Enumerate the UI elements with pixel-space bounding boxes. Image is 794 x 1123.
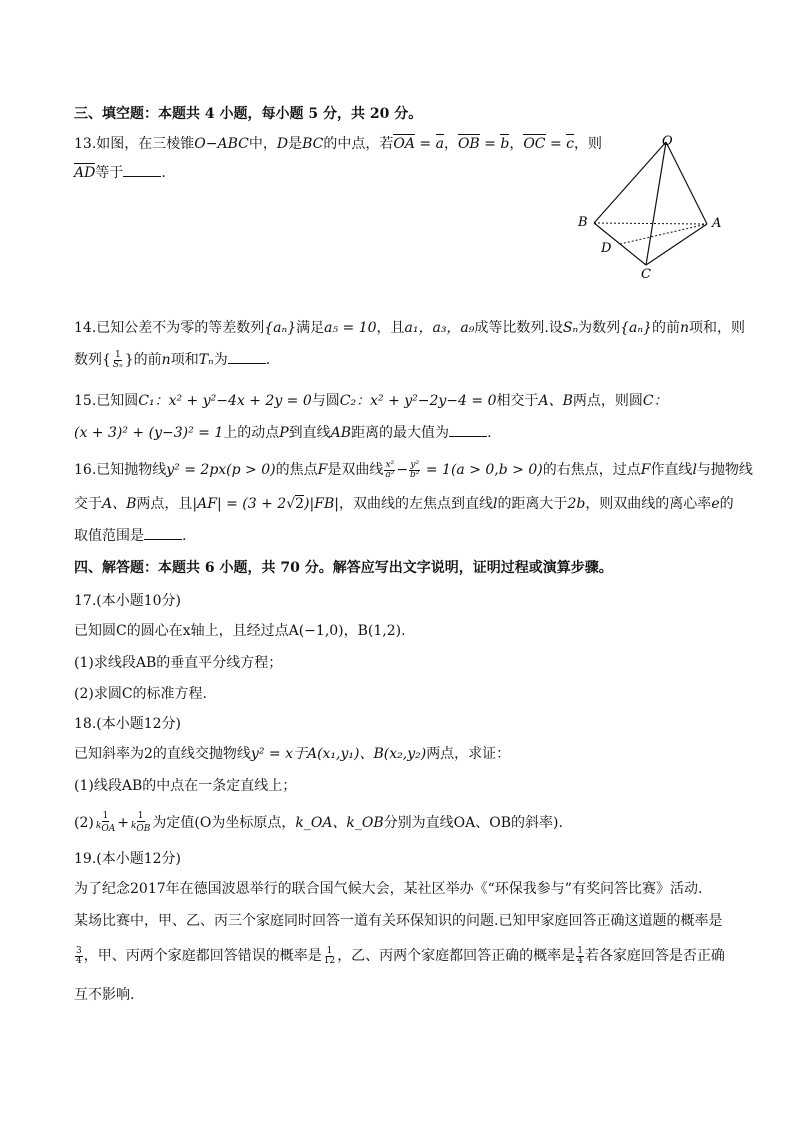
section-solve-heading: 四、解答题：本题共 6 小题，共 70 分。解答应写出文字说明，证明过程或演算步骤。 (74, 560, 613, 576)
label-d: D (601, 241, 612, 256)
q14-text: ，且 (376, 320, 405, 336)
vector-c: c (566, 136, 574, 152)
q16-text: 的焦点 (275, 462, 318, 478)
q19-line4: 互不影响. (74, 987, 135, 1003)
q13-text: 中， (248, 136, 277, 152)
q16-text: 取值范围是 (74, 528, 144, 544)
q14-text: 满足 (296, 320, 325, 336)
frac-den (95, 822, 116, 834)
q15-text: 相交于 (496, 393, 539, 409)
points-ab: A、B (538, 393, 573, 409)
frac-num: 1 (577, 945, 583, 956)
parabola-eq: y² = 2px(p > 0) (166, 462, 276, 478)
focus-f: F (317, 462, 328, 478)
q14-text: 的前 (133, 352, 162, 368)
sub: OA (101, 823, 116, 834)
q19-line1: 为了纪念2017年在德国波恩举行的联合国气候大会，某社区举办《“环保我参与”有奖问答比赛》活动. (74, 881, 703, 897)
sn: Sₙ (562, 320, 579, 336)
q16-text: 交于 (74, 496, 102, 512)
q14-text: 成等比数列.设 (474, 320, 563, 336)
q14-text: 为数列 (578, 320, 621, 336)
vector-oa: OA (393, 136, 415, 152)
q13-text: ， (443, 136, 458, 152)
q18-text: 分别为直线OA、OB的斜率). (383, 814, 563, 831)
circle-c: C： (642, 393, 668, 409)
slopes: k_OA、k_OB (295, 814, 384, 831)
circle-c1: C₁：x² + y²−4x + 2y = 0 (138, 393, 312, 409)
section-fill-heading: 三、填空题：本题共 4 小题，每小题 5 分，共 20 分。 (74, 106, 423, 122)
frac-1-over-kob (130, 812, 151, 834)
line-l: l (492, 496, 498, 512)
q15-text: 已知圆 (96, 393, 139, 409)
q16-text: 作直线 (650, 462, 693, 478)
vector-ad: AD (74, 165, 96, 181)
point-p: P (279, 425, 289, 441)
q16-number: 16. (74, 462, 97, 478)
tetrahedron-figure (570, 130, 750, 280)
q14-text: 为 (213, 352, 228, 368)
q13-text: 的中点，若 (323, 136, 394, 152)
q15-number: 15. (74, 393, 97, 409)
edge-oa (666, 142, 707, 224)
q16-text: ，双曲线的左焦点到直线 (338, 496, 493, 512)
q14-text: . (265, 352, 271, 368)
frac-den: 4 (577, 955, 583, 966)
q15-text: 距离的最大值为 (351, 425, 450, 441)
frac-num: 1 (137, 811, 144, 821)
q17-heading: 17.(本小题10分) (74, 593, 182, 609)
q16-text: 是双曲线 (327, 462, 384, 478)
frac-den (130, 822, 151, 834)
sqrt-2: 2 (295, 496, 305, 512)
q14-line2: 数列{ $\frac{1}{\text{Sₙ}}$ }的前n项和Tₙ为 . (74, 349, 271, 370)
frac-num: x² (385, 459, 395, 470)
frac-den: a² (385, 469, 395, 480)
q13-line1: 13.如图，在三棱锥O−ABC中，D是BC的中点，若OA = a，OB = b，OC = c，则 (74, 136, 602, 152)
frac-num: 1 (326, 945, 333, 956)
frac-num: 1 (102, 811, 109, 821)
q15-text: 上的动点 (223, 425, 280, 441)
q16-text: 的距离大于 (497, 496, 568, 512)
vector-a: a (435, 136, 444, 152)
label-a: A (712, 216, 722, 231)
q16-text: ，则双曲线的离心率 (585, 496, 712, 512)
q17-part1: (1)求线段AB的垂直平分线方程； (74, 655, 283, 671)
q18-part1: (1)线段AB的中点在一条定直线上； (74, 778, 297, 794)
frac-y2-b2 (409, 461, 420, 480)
sub: OB (136, 823, 151, 834)
fb-eq: )|FB| (304, 496, 339, 512)
points-ab: A、B (102, 496, 137, 512)
q13-seg-bc: BC (302, 136, 324, 152)
q18-stem (74, 744, 510, 764)
q18-part2: (2) $\frac{1}{k_{OA}}$ + $\frac{1}{k_{OB}}$ 为定值(O为坐标原点，k_OA、k_OB分别为直线OA、OB的斜率). (74, 811, 563, 834)
q13-text: 如图，在三棱锥 (96, 136, 195, 152)
hyperbola-rest: = 1(a > 0,b > 0) (421, 462, 543, 478)
edge-da-dashed (620, 224, 707, 244)
q13-line2 (74, 163, 166, 183)
q17-part2: (2)求圆C的标准方程. (74, 686, 207, 702)
two-b: 2b (567, 496, 586, 512)
q16-line1: 16.已知抛物线y² = 2px(p > 0)的焦点F是双曲线 $\frac{\text{x²}}{\text{a²}}$ − $\frac{\text{y²}}{\text{b²}}$ = 1(a > 0,b > 0)的右焦点，过点F作直线l与抛物线 (74, 459, 753, 480)
q16-line3 (74, 526, 186, 546)
q18-text: 已知斜率为2的直线交抛物线 (74, 746, 251, 762)
label-o: O (662, 134, 673, 149)
q13-text: 是 (288, 136, 303, 152)
frac-den: 4 (76, 955, 82, 966)
eccentricity-e: e (711, 496, 720, 512)
q14-text: 的前 (651, 320, 680, 336)
q19-text: 若各家庭回答是否正确 (584, 948, 725, 964)
q15-text: 到直线 (288, 425, 331, 441)
frac-num: y² (410, 459, 420, 470)
frac-1-over-sn (112, 351, 124, 370)
q15-line1 (74, 391, 668, 411)
q14-line1 (74, 318, 745, 338)
vector-ob: OB (457, 136, 480, 152)
frac-den: Sₙ (112, 359, 123, 370)
q14-text: 数列 (74, 352, 102, 368)
frac-x2-a2 (384, 461, 395, 480)
frac-num: 3 (76, 945, 82, 956)
frac-num: 1 (114, 349, 121, 360)
q16-text: 的 (719, 496, 734, 512)
q13-text: 等于 (95, 165, 124, 181)
q19-text: ，甲、丙两个家庭都回答错误的概率是 (83, 948, 322, 964)
circle-eq: (x + 3)² + (y−3)² = 1 (74, 425, 224, 441)
answer-blank (123, 163, 161, 177)
af-eq: |AF| = (3 + 2 (192, 496, 287, 512)
answer-blank (228, 350, 266, 364)
label-b: B (578, 215, 588, 230)
q16-text: 的右焦点，过点 (542, 462, 641, 478)
frac-1-4 (576, 947, 584, 966)
seq-an: {aₙ} (620, 320, 652, 336)
q13-text: ，则 (574, 136, 602, 152)
k: k (130, 821, 137, 831)
edge-ca (646, 224, 707, 265)
answer-blank (144, 526, 182, 540)
vector-oc: OC (523, 136, 546, 152)
answer-blank (449, 423, 487, 437)
q18-text: (2) (74, 814, 94, 831)
a5-eq: a₅ = 10 (324, 320, 377, 336)
a139: a₁，a₃，a₉ (404, 320, 475, 336)
frac-den: 12 (323, 955, 336, 966)
q17-stem: 已知圆C的圆心在x轴上，且经过点A(−1,0)，B(1,2). (74, 623, 406, 639)
q19-heading: 19.(本小题12分) (74, 851, 182, 867)
frac-1-over-koa (95, 812, 116, 834)
q13-text: ， (509, 136, 524, 152)
q13-text: . (161, 165, 166, 181)
tn: Tₙ (198, 352, 214, 368)
q14-number: 14. (74, 320, 97, 336)
k: k (95, 821, 102, 831)
q16-text: . (182, 528, 187, 544)
q13-point-d: D (276, 136, 289, 152)
seq-an: {aₙ} (264, 320, 297, 336)
q19-text: ，乙、丙两个家庭都回答正确的概率是 (337, 948, 576, 964)
q15-text: 与圆 (311, 393, 340, 409)
q18-heading: 18.(本小题12分) (74, 716, 182, 732)
focus-f: F (640, 462, 651, 478)
frac-den: b² (410, 469, 420, 480)
q16-text: 与抛物线 (696, 462, 753, 478)
label-c: C (641, 267, 651, 280)
q18-curve: y² = x于A(x₁,y₁)、B(x₂,y₂) (250, 746, 427, 762)
vector-b: b (500, 136, 510, 152)
frac-1-12 (323, 947, 336, 966)
line-l: l (692, 462, 697, 478)
frac-3-4 (75, 947, 83, 966)
q18-text: 两点，求证： (426, 746, 511, 762)
q15-line2 (74, 423, 492, 443)
q16-line2: 交于A、B两点，且|AF| = (3 + 2√2)|FB|，双曲线的左焦点到直线l的距离大于2b，则双曲线的离心率e的 (74, 496, 734, 512)
line-ab: AB (330, 425, 352, 441)
q14-text: 项和 (170, 352, 199, 368)
n-var: n (679, 320, 689, 336)
q16-text: 两点，且 (136, 496, 193, 512)
q14-text: 已知公差不为零的等差数列 (96, 320, 265, 336)
q13-tetra: O−ABC (194, 136, 249, 152)
edge-ba-dashed (594, 223, 707, 224)
q18-text: 为定值(O为坐标原点， (152, 814, 296, 831)
circle-c2: C₂：x² + y²−2y−4 = 0 (339, 393, 497, 409)
n-var: n (161, 352, 171, 368)
q15-text: 两点，则圆 (572, 393, 643, 409)
q19-line3 (74, 946, 725, 966)
q16-text: 已知抛物线 (96, 462, 167, 478)
q15-text: . (487, 425, 492, 441)
q19-line2: 某场比赛中，甲、乙、丙三个家庭同时回答一道有关环保知识的问题.已知甲家庭回答正确这道题的概率是 (74, 913, 723, 929)
q13-number: 13. (74, 136, 97, 152)
q14-text: 项和，则 (689, 320, 745, 336)
